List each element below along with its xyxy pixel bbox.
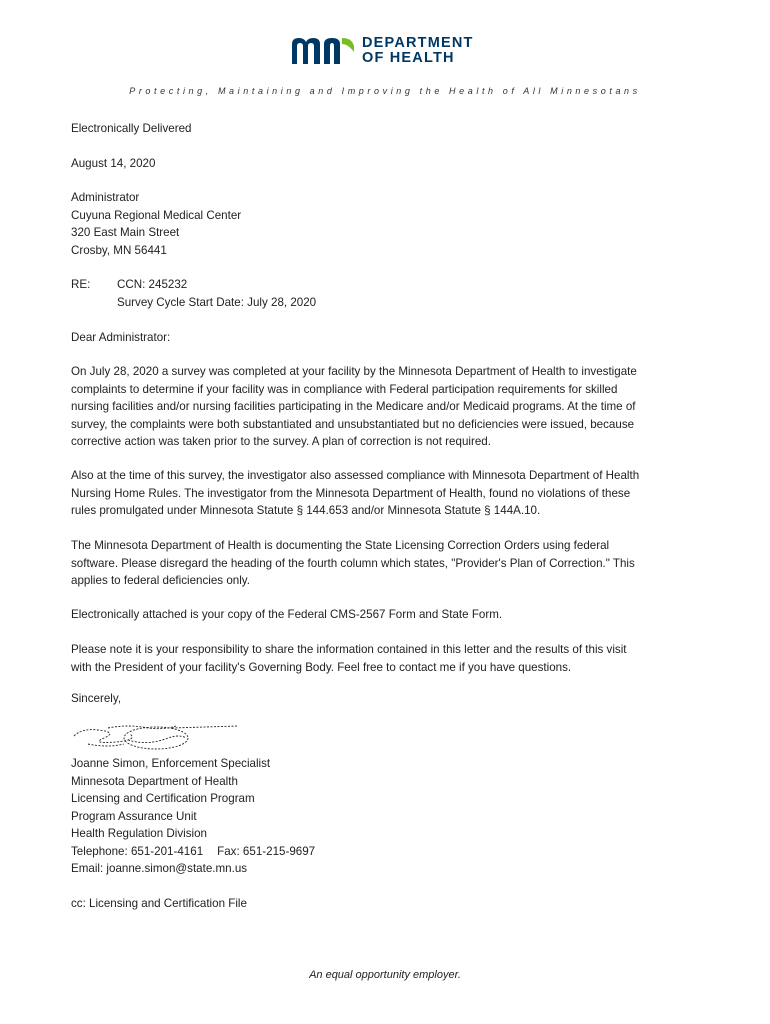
paragraph-responsibility xyxy=(71,641,627,676)
survey-date-line: Survey Cycle Start Date: July 28, 2020 xyxy=(117,295,317,309)
signer-line: Minnesota Department of Health xyxy=(71,774,238,788)
fax: Fax: 651-215-9697 xyxy=(217,844,316,858)
logo-line2: OF HEALTH xyxy=(362,50,455,66)
paragraph-line: Please note it is your responsibility to share the information contained in this letter and the results of this visit xyxy=(71,643,627,656)
paragraph-line: applies to federal deficiencies only. xyxy=(71,574,250,587)
address-line: Administrator xyxy=(71,191,140,204)
signer-line: Joanne Simon, Enforcement Specialist xyxy=(71,757,271,770)
paragraph-line: survey, the complaints were both substantiated and unsubstantiated but no deficiencies were issued, because xyxy=(71,417,635,431)
paragraph-attachment: Electronically attached is your copy of the Federal CMS-2567 Form and State Form. xyxy=(71,608,503,621)
telephone: Telephone: 651-201-4161 xyxy=(71,844,204,858)
logo-wordmark xyxy=(362,36,474,66)
paragraph-line: nursing facilities and/or nursing facilities participating in the Medicare and/or Medicaid programs. At the time of xyxy=(71,400,636,413)
paragraph-line: Also at the time of this survey, the investigator also assessed compliance with Minnesota Department of Health xyxy=(71,469,640,482)
paragraph-line: The Minnesota Department of Health is documenting the State Licensing Correction Orders using federal xyxy=(71,539,610,552)
delivery-method: Electronically Delivered xyxy=(71,122,192,135)
signer-block xyxy=(71,755,315,878)
paragraph-software xyxy=(71,537,635,590)
signer-line: Program Assurance Unit xyxy=(71,809,197,823)
paragraph-line: software. Please disregard the heading of the fourth column which states, "Provider's Plan of Correction." This xyxy=(71,556,635,570)
paragraph-line: On July 28, 2020 a survey was completed at your facility by the Minnesota Department of Health to investigate xyxy=(71,365,637,378)
mdh-logo xyxy=(290,34,490,70)
ccn-line: CCN: 245232 xyxy=(117,278,188,291)
address-line: Cuyuna Regional Medical Center xyxy=(71,208,242,222)
address-line: 320 East Main Street xyxy=(71,226,180,239)
recipient-address xyxy=(71,189,241,259)
tagline: Protecting, Maintaining and Improving the Health of All Minnesotans xyxy=(129,86,641,96)
contact-phone-line xyxy=(71,843,315,861)
footer-text: An equal opportunity employer. xyxy=(309,969,461,981)
signer-line: Licensing and Certification Program xyxy=(71,792,255,805)
paragraph-line: with the President of your facility's Governing Body. Feel free to contact me if you have questions. xyxy=(71,660,572,674)
paragraph-line: rules promulgated under Minnesota Statute § 144.653 and/or Minnesota Statute § 144A.10. xyxy=(71,504,541,517)
paragraph-rules xyxy=(71,467,639,520)
paragraph-line: complaints to determine if your facility was in compliance with Federal participation requirements for skilled xyxy=(71,382,618,396)
paragraph-line: Nursing Home Rules. The investigator from the Minnesota Department of Health, found no violations of these xyxy=(71,486,631,500)
re-details xyxy=(117,276,316,311)
letter-date: August 14, 2020 xyxy=(71,157,156,170)
closing: Sincerely, xyxy=(71,692,122,705)
mn-logo-icon xyxy=(290,34,358,66)
handwritten-signature xyxy=(68,716,248,756)
paragraph-line: corrective action was taken prior to the survey. A plan of correction is not required. xyxy=(71,435,491,448)
salutation: Dear Administrator: xyxy=(71,331,171,344)
signer-line: Health Regulation Division xyxy=(71,827,207,840)
re-label: RE: xyxy=(71,278,91,291)
logo-line1: DEPARTMENT xyxy=(362,35,474,51)
address-line: Crosby, MN 56441 xyxy=(71,243,167,257)
cc-line: cc: Licensing and Certification File xyxy=(71,897,247,910)
paragraph-survey xyxy=(71,363,637,451)
email: Email: joanne.simon@state.mn.us xyxy=(71,862,248,875)
